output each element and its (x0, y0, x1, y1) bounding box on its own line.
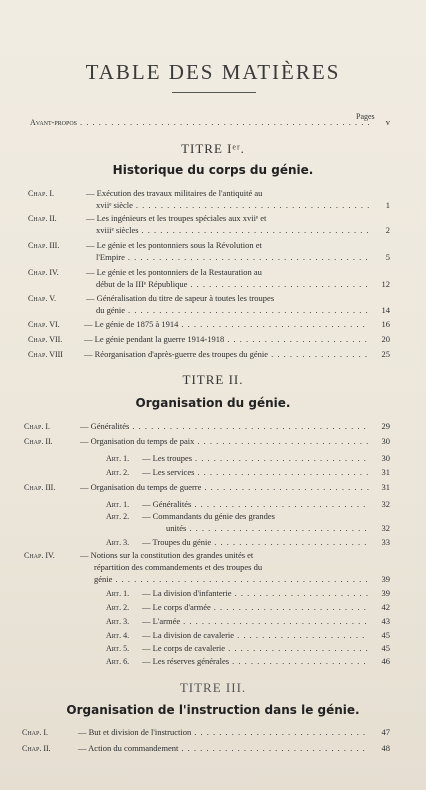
page-number: 12 (381, 279, 390, 289)
toc-entry (28, 349, 390, 359)
article-title: — Les troupes (142, 453, 193, 463)
pages-label: Pages (356, 112, 375, 121)
page-number: 47 (381, 727, 390, 737)
toc-entry (106, 656, 390, 666)
toc-entry (24, 482, 390, 492)
toc-entry (94, 574, 390, 584)
page-number: 48 (381, 743, 390, 753)
toc-entry (106, 537, 390, 547)
page-number: 1 (385, 200, 390, 210)
leader-dots (136, 200, 369, 210)
chapter-title-line: — Le génie et les pontonniers de la Restauration au (86, 267, 262, 277)
page-number: 31 (381, 482, 390, 492)
toc-entry (106, 499, 390, 509)
toc-entry (106, 467, 390, 477)
page-number: 29 (381, 421, 390, 431)
toc-entry (96, 200, 390, 210)
article-number: Art. 6. (106, 657, 130, 666)
toc-entry (106, 602, 390, 612)
page-number: 20 (381, 334, 390, 344)
chapter-number: Chap. II. (24, 437, 53, 446)
page-number: 2 (385, 225, 390, 235)
chapter-number: Chap. I. (28, 189, 55, 198)
page-number: 5 (385, 252, 390, 262)
page-number: 43 (381, 616, 390, 626)
article-number: Art. 3. (106, 617, 130, 626)
page-number: 45 (381, 630, 390, 640)
page-number: 31 (381, 467, 390, 477)
leader-dots (194, 499, 369, 509)
toc-entry (96, 279, 390, 289)
chapter-title-line: — Les ingénieurs et les troupes spéciales aux xviiᵉ et (86, 213, 267, 223)
page-number: v (385, 117, 390, 127)
chapter-title: — Action du commandement (78, 743, 179, 753)
chapter-number: Chap. VI. (28, 320, 60, 329)
toc-entry (24, 436, 390, 446)
toc-entry (106, 511, 390, 521)
chapter-title: — Le génie pendant la guerre 1914-1918 (84, 334, 225, 344)
chapter-number: Chap. VIII (28, 350, 63, 359)
page-number: 30 (381, 436, 390, 446)
leader-dots (214, 537, 369, 547)
toc-entry (96, 252, 390, 262)
leader-dots (190, 279, 369, 289)
toc-entry (166, 523, 390, 533)
page-number: 14 (381, 305, 390, 315)
chapter-title: — But et division de l'instruction (78, 727, 192, 737)
toc-entry (22, 727, 390, 737)
article-number: Art. 4. (106, 631, 130, 640)
leader-dots (132, 421, 369, 431)
article-title-line: unités (166, 523, 187, 533)
page-number: 39 (381, 588, 390, 598)
chapter-number: Chap. I. (24, 422, 51, 431)
article-title: — Le corps d'armée (142, 602, 211, 612)
chapter-title: — Organisation du temps de guerre (80, 482, 202, 492)
section-label-titre-3: TITRE III. (179, 680, 247, 695)
article-number: Art. 1. (106, 500, 130, 509)
article-title: — La division d'infanterie (142, 588, 232, 598)
chapter-number: Chap. V. (28, 294, 56, 303)
toc-entry (22, 743, 390, 753)
toc-entry-label: Avant-propos (30, 118, 78, 127)
page-number: 45 (381, 643, 390, 653)
toc-entry (24, 421, 390, 431)
chapter-title-line: génie (94, 574, 113, 584)
chapter-title-line: — Notions sur la constitution des grandes unités et (80, 550, 254, 560)
article-number: Art. 3. (106, 538, 130, 547)
leader-dots (80, 117, 369, 127)
page-number: 46 (381, 656, 390, 666)
leader-dots (271, 349, 369, 359)
chapter-title-line: — Le génie et les pontonniers sous la Révolution et (86, 240, 262, 250)
section-label-titre-1: TITRE Iᵉʳ. (181, 141, 245, 156)
toc-entry (28, 334, 390, 344)
leader-dots (194, 727, 369, 737)
page-number: 39 (381, 574, 390, 584)
chapter-number: Chap. IV. (28, 268, 59, 277)
leader-dots (204, 482, 369, 492)
section-heading-titre-2: Organisation du génie. (135, 396, 291, 410)
leader-dots (142, 225, 369, 235)
chapter-number: Chap. II. (28, 214, 57, 223)
page-number: 30 (381, 453, 390, 463)
article-number: Art. 2. (106, 512, 130, 521)
toc-entry (96, 305, 390, 315)
chapter-title: — Organisation du temps de paix (80, 436, 195, 446)
article-number: Art. 5. (106, 644, 130, 653)
article-number: Art. 1. (106, 589, 130, 598)
section-heading-titre-3: Organisation de l'instruction dans le génie. (66, 703, 360, 717)
chapter-title-line: — Exécution des travaux militaires de l'antiquité au (86, 188, 263, 198)
page-number: 16 (381, 319, 390, 329)
article-title: — Les réserves générales (142, 656, 230, 666)
chapter-number: Chap. VII. (28, 335, 63, 344)
article-number: Art. 1. (106, 454, 130, 463)
article-number: Art. 2. (106, 468, 130, 477)
chapter-title-line: du génie (96, 305, 126, 315)
leader-dots (181, 743, 369, 753)
page-number: 32 (381, 523, 390, 533)
article-title: — La division de cavalerie (142, 630, 235, 640)
page-number: 33 (381, 537, 390, 547)
chapter-title: — Le génie de 1875 à 1914 (84, 319, 179, 329)
leader-dots (128, 252, 369, 262)
leader-dots (227, 334, 369, 344)
article-title: — Le corps de cavalerie (142, 643, 226, 653)
page-number: 32 (381, 499, 390, 509)
leader-dots (183, 616, 369, 626)
toc-entry (106, 588, 390, 598)
toc-entry (106, 616, 390, 626)
section-heading-titre-1: Historique du corps du génie. (112, 163, 314, 177)
leader-dots (235, 588, 369, 598)
article-title: — L'armée (142, 616, 181, 626)
chapter-number: Chap. III. (28, 241, 60, 250)
page-number: 42 (381, 602, 390, 612)
toc-entry (106, 453, 390, 463)
chapter-title-line: répartition des commandements et des troupes du (94, 562, 263, 572)
chapter-number: Chap. III. (24, 483, 56, 492)
leader-dots (197, 436, 369, 446)
article-title: — Commandants du génie des grandes (142, 511, 275, 521)
toc-entry (106, 630, 390, 640)
leader-dots (195, 453, 369, 463)
leader-dots (214, 602, 369, 612)
article-title: — Troupes du génie (142, 537, 212, 547)
chapter-number: Chap. I. (22, 728, 49, 737)
chapter-number: Chap. II. (22, 744, 51, 753)
title-rule (172, 92, 256, 93)
article-title: — Généralités (142, 499, 192, 509)
leader-dots (189, 523, 369, 533)
chapter-title: — Généralités (80, 421, 130, 431)
chapter-title: — Réorganisation d'après-guerre des troupes du génie (84, 349, 269, 359)
leader-dots (237, 630, 369, 640)
article-number: Art. 2. (106, 603, 130, 612)
chapter-title-line: — Généralisation du titre de sapeur à toutes les troupes (86, 293, 275, 303)
chapter-title-line: début de la IIIᵉ République (96, 279, 188, 289)
toc-entry-avant-propos (30, 117, 390, 127)
page-title: TABLE DES MATIÈRES (85, 60, 341, 84)
chapter-title-line: l'Empire (96, 252, 125, 262)
article-title: — Les services (142, 467, 195, 477)
page-number: 25 (381, 349, 390, 359)
toc-entry (28, 319, 390, 329)
leader-dots (128, 305, 369, 315)
chapter-number: Chap. IV. (24, 551, 55, 560)
chapter-title-line: xviiiᵉ siècles (96, 225, 139, 235)
leader-dots (228, 643, 369, 653)
section-label-titre-2: TITRE II. (182, 372, 244, 387)
leader-dots (115, 574, 369, 584)
chapter-title-line: xviiᵉ siècle (96, 200, 133, 210)
toc-entry (96, 225, 390, 235)
leader-dots (181, 319, 369, 329)
toc-entry (106, 643, 390, 653)
leader-dots (197, 467, 369, 477)
leader-dots (232, 656, 369, 666)
